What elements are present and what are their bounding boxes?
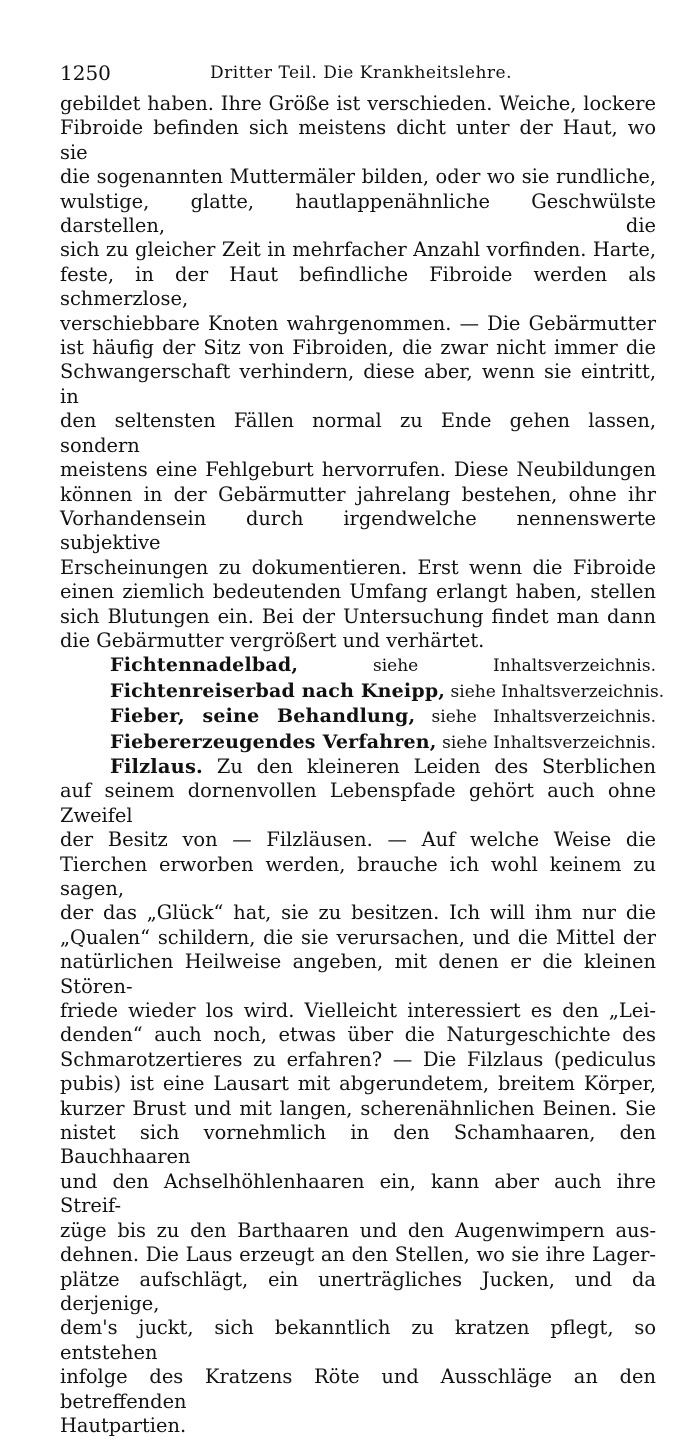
text-line: verschiebbare Knoten wahrgenommen. — Die Gebärmutter xyxy=(60,311,656,335)
entry-headword: Fieber, seine Behandlung, xyxy=(110,705,416,728)
text-line: und den Achselhöhlenhaaren ein, kann aber auch ihre Streif- xyxy=(60,1169,656,1218)
text-line: „Qualen“ schildern, die sie verursachen, und die Mittel der xyxy=(60,925,656,949)
text-line-first xyxy=(60,755,656,779)
text-line: züge bis zu den Barthaaren und den Augenwimpern aus- xyxy=(60,1218,656,1242)
entry-fieber xyxy=(60,704,656,729)
text-line: dem's juckt, sich bekanntlich zu kratzen pflegt, so entstehen xyxy=(60,1316,656,1364)
entry-fiebererzeugendes-verfahren xyxy=(60,730,656,755)
text-line: der das „Glück“ hat, sie zu besitzen. Ich will ihm nur die xyxy=(60,901,656,925)
text-line: dehnen. Die Laus erzeugt an den Stellen, wo sie ihre Lager- xyxy=(60,1243,656,1267)
text-line: natürlichen Heilweise angeben, mit denen er die kleinen Stören- xyxy=(60,950,656,998)
text-line: plätze aufschlägt, ein unerträgliches Jucken, und da derjenige, xyxy=(60,1267,656,1315)
text-fragment: Zu den kleineren Leiden des Sterblichen xyxy=(203,754,656,778)
book-page xyxy=(60,56,665,1438)
text-line: ist häufig der Sitz von Fibroiden, die zwar nicht immer die xyxy=(60,336,656,360)
text-line: Erscheinungen zu dokumentieren. Erst wenn die Fibroide xyxy=(60,555,656,579)
entry-headword: Fichtenreiserbad nach Kneipp, xyxy=(110,679,446,702)
text-line: kurzer Brust und mit langen, scherenähnlichen Beinen. Sie xyxy=(60,1096,656,1120)
entry-headword: Fiebererzeugendes Verfahren, xyxy=(110,730,437,753)
text-line: gebildet haben. Ihre Größe ist verschieden. Weiche, lockere xyxy=(60,92,656,115)
entry-headword: Filzlaus. xyxy=(110,754,204,778)
page-number: 1250 xyxy=(60,61,111,85)
entry-reference: siehe Inhaltsverzeichnis. xyxy=(298,656,656,677)
entry-reference: siehe Inhaltsverzeichnis. xyxy=(436,732,656,753)
page-body xyxy=(60,92,665,1438)
text-line-last: Hautpartien. xyxy=(60,1413,187,1437)
text-line: können in der Gebärmutter jahrelang bestehen, ohne ihr xyxy=(60,482,656,506)
text-line: pubis) ist eine Lausart mit abgerundetem, breitem Körper, xyxy=(60,1072,656,1096)
text-line: Fibroide befinden sich meistens dicht unter der Haut, wo sie xyxy=(60,116,656,164)
text-line: Vorhandensein durch irgendwelche nennenswerte subjektive xyxy=(60,506,656,555)
entry-fichtenreiserbad xyxy=(60,679,665,704)
text-line: Tierchen erworben werden, brauche ich wohl keinem zu sagen, xyxy=(60,852,656,900)
text-line: sich Blutungen ein. Bei der Untersuchung findet man dann xyxy=(60,604,656,628)
text-line: meistens eine Fehlgeburt hervorrufen. Diese Neubildungen xyxy=(60,458,656,482)
entry-reference: siehe Inhaltsverzeichnis. xyxy=(415,707,656,728)
entry-reference: siehe Inhaltsverzeichnis. xyxy=(445,681,665,702)
text-line: wulstige, glatte, hautlappenähnliche Geschwülste darstellen, die xyxy=(60,189,656,238)
text-line: sich zu gleicher Zeit in mehrfacher Anzahl vorfinden. Harte, xyxy=(60,238,656,262)
text-line: auf seinem dornenvollen Lebenspfade gehört auch ohne Zweifel xyxy=(60,779,656,827)
text-line: den seltensten Fällen normal zu Ende gehen lassen, sondern xyxy=(60,409,656,457)
page-header xyxy=(60,56,656,90)
running-head: Dritter Teil. Die Krankheitslehre. xyxy=(210,63,512,83)
text-line: friede wieder los wird. Vielleicht interessiert es den „Lei- xyxy=(60,999,656,1023)
text-line: nistet sich vornehmlich in den Schamhaaren, den Bauchhaaren xyxy=(60,1121,656,1169)
entry-fichtennadelbad xyxy=(60,653,656,678)
text-line: der Besitz von — Filzläusen. — Auf welche Weise die xyxy=(60,828,656,852)
text-line: Schmarotzertieres zu erfahren? — Die Filzlaus (pediculus xyxy=(60,1047,656,1071)
text-line-last: die Gebärmutter vergrößert und verhärtet. xyxy=(60,628,485,652)
filzlaus-paragraph xyxy=(60,755,656,1438)
fibroide-paragraph xyxy=(60,92,656,653)
text-line: einen ziemlich bedeutenden Umfang erlangt haben, stellen xyxy=(60,580,656,604)
text-line: denden“ auch noch, etwas über die Naturgeschichte des xyxy=(60,1023,656,1047)
text-line: Schwangerschaft verhindern, diese aber, wenn sie eintritt, in xyxy=(60,360,656,408)
text-line: die sogenannten Muttermäler bilden, oder wo sie rundliche, xyxy=(60,165,656,189)
text-line: feste, in der Haut befindliche Fibroide werden als schmerzlose, xyxy=(60,262,656,311)
entry-headword: Fichtennadelbad, xyxy=(110,654,299,677)
text-line: infolge des Kratzens Röte und Ausschläge an den betreffenden xyxy=(60,1365,656,1413)
